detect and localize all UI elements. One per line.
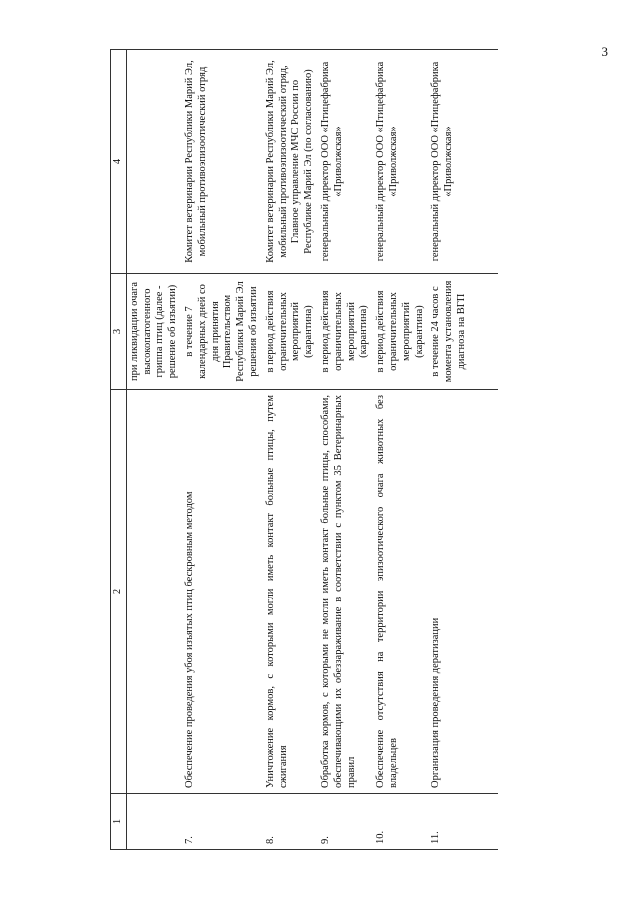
table-row (182, 50, 263, 850)
header-col-1: 1 (111, 794, 127, 850)
row-executor: Комитет ветеринарии Республики Марий Эл, мобильный противоэпизоотический отряд (182, 50, 263, 274)
row-action: Обеспечение проведения убоя изъятых птиц бескровным методом (182, 390, 263, 794)
table-row-continuation (126, 50, 182, 850)
row-term: в период действия ограничительных мероприятий (карантина) (263, 274, 318, 390)
table-row (263, 50, 318, 850)
row-action: Организация проведения дератизации (428, 390, 498, 794)
row-cont-term: при ликвидации очага высокопатогенного гриппа птиц (далее - решение об изъятии) (126, 274, 182, 390)
row-number: 9. (318, 794, 373, 850)
row-cont-executor (126, 50, 182, 274)
row-cont-action (126, 390, 182, 794)
table-header-row (111, 50, 127, 850)
measures-table (110, 49, 498, 850)
row-cont-num (126, 794, 182, 850)
row-number: 7. (182, 794, 263, 850)
page-number: 3 (601, 44, 608, 59)
row-term: в течение 24 часов с момента установления диагноза на ВГП (428, 274, 498, 390)
row-executor: генеральный директор ООО «Птицефабрика «Приволжская» (428, 50, 498, 274)
table-row (318, 50, 373, 850)
row-executor: генеральный директор ООО «Птицефабрика «Приволжская» (373, 50, 428, 274)
row-number: 10. (373, 794, 428, 850)
row-action: Уничтожение кормов, с которыми могли иметь контакт больные птицы, путем сжигания (263, 390, 318, 794)
row-term: в период действия ограничительных мероприятий (карантина) (318, 274, 373, 390)
row-executor: Комитет ветеринарии Республики Марий Эл, мобильный противоэпизоотический отряд, Главное управление МЧС России по Республике Марий Эл (по согласованию) (263, 50, 318, 274)
row-number: 8. (263, 794, 318, 850)
row-executor: генеральный директор ООО «Птицефабрика «Приволжская» (318, 50, 373, 274)
row-action: Обеспечение отсутствия на территории эпизоотического очага животных без владельцев (373, 390, 428, 794)
header-col-4: 4 (111, 50, 127, 274)
row-action: Обработка кормов, с которыми не могли иметь контакт больные птицы, способами, обеспечивающими их обеззараживание в соответствии с пунктом 35 Ветеринарных правил (318, 390, 373, 794)
row-number: 11. (428, 794, 498, 850)
table-row (428, 50, 498, 850)
rotated-table-container (110, 50, 558, 850)
header-col-2: 2 (111, 390, 127, 794)
row-term: в период действия ограничительных мероприятий (карантина) (373, 274, 428, 390)
table-row (373, 50, 428, 850)
row-term: в течение 7 календарных дней со дня принятия Правительством Республики Марий Эл решения об изъятии (182, 274, 263, 390)
header-col-3: 3 (111, 274, 127, 390)
